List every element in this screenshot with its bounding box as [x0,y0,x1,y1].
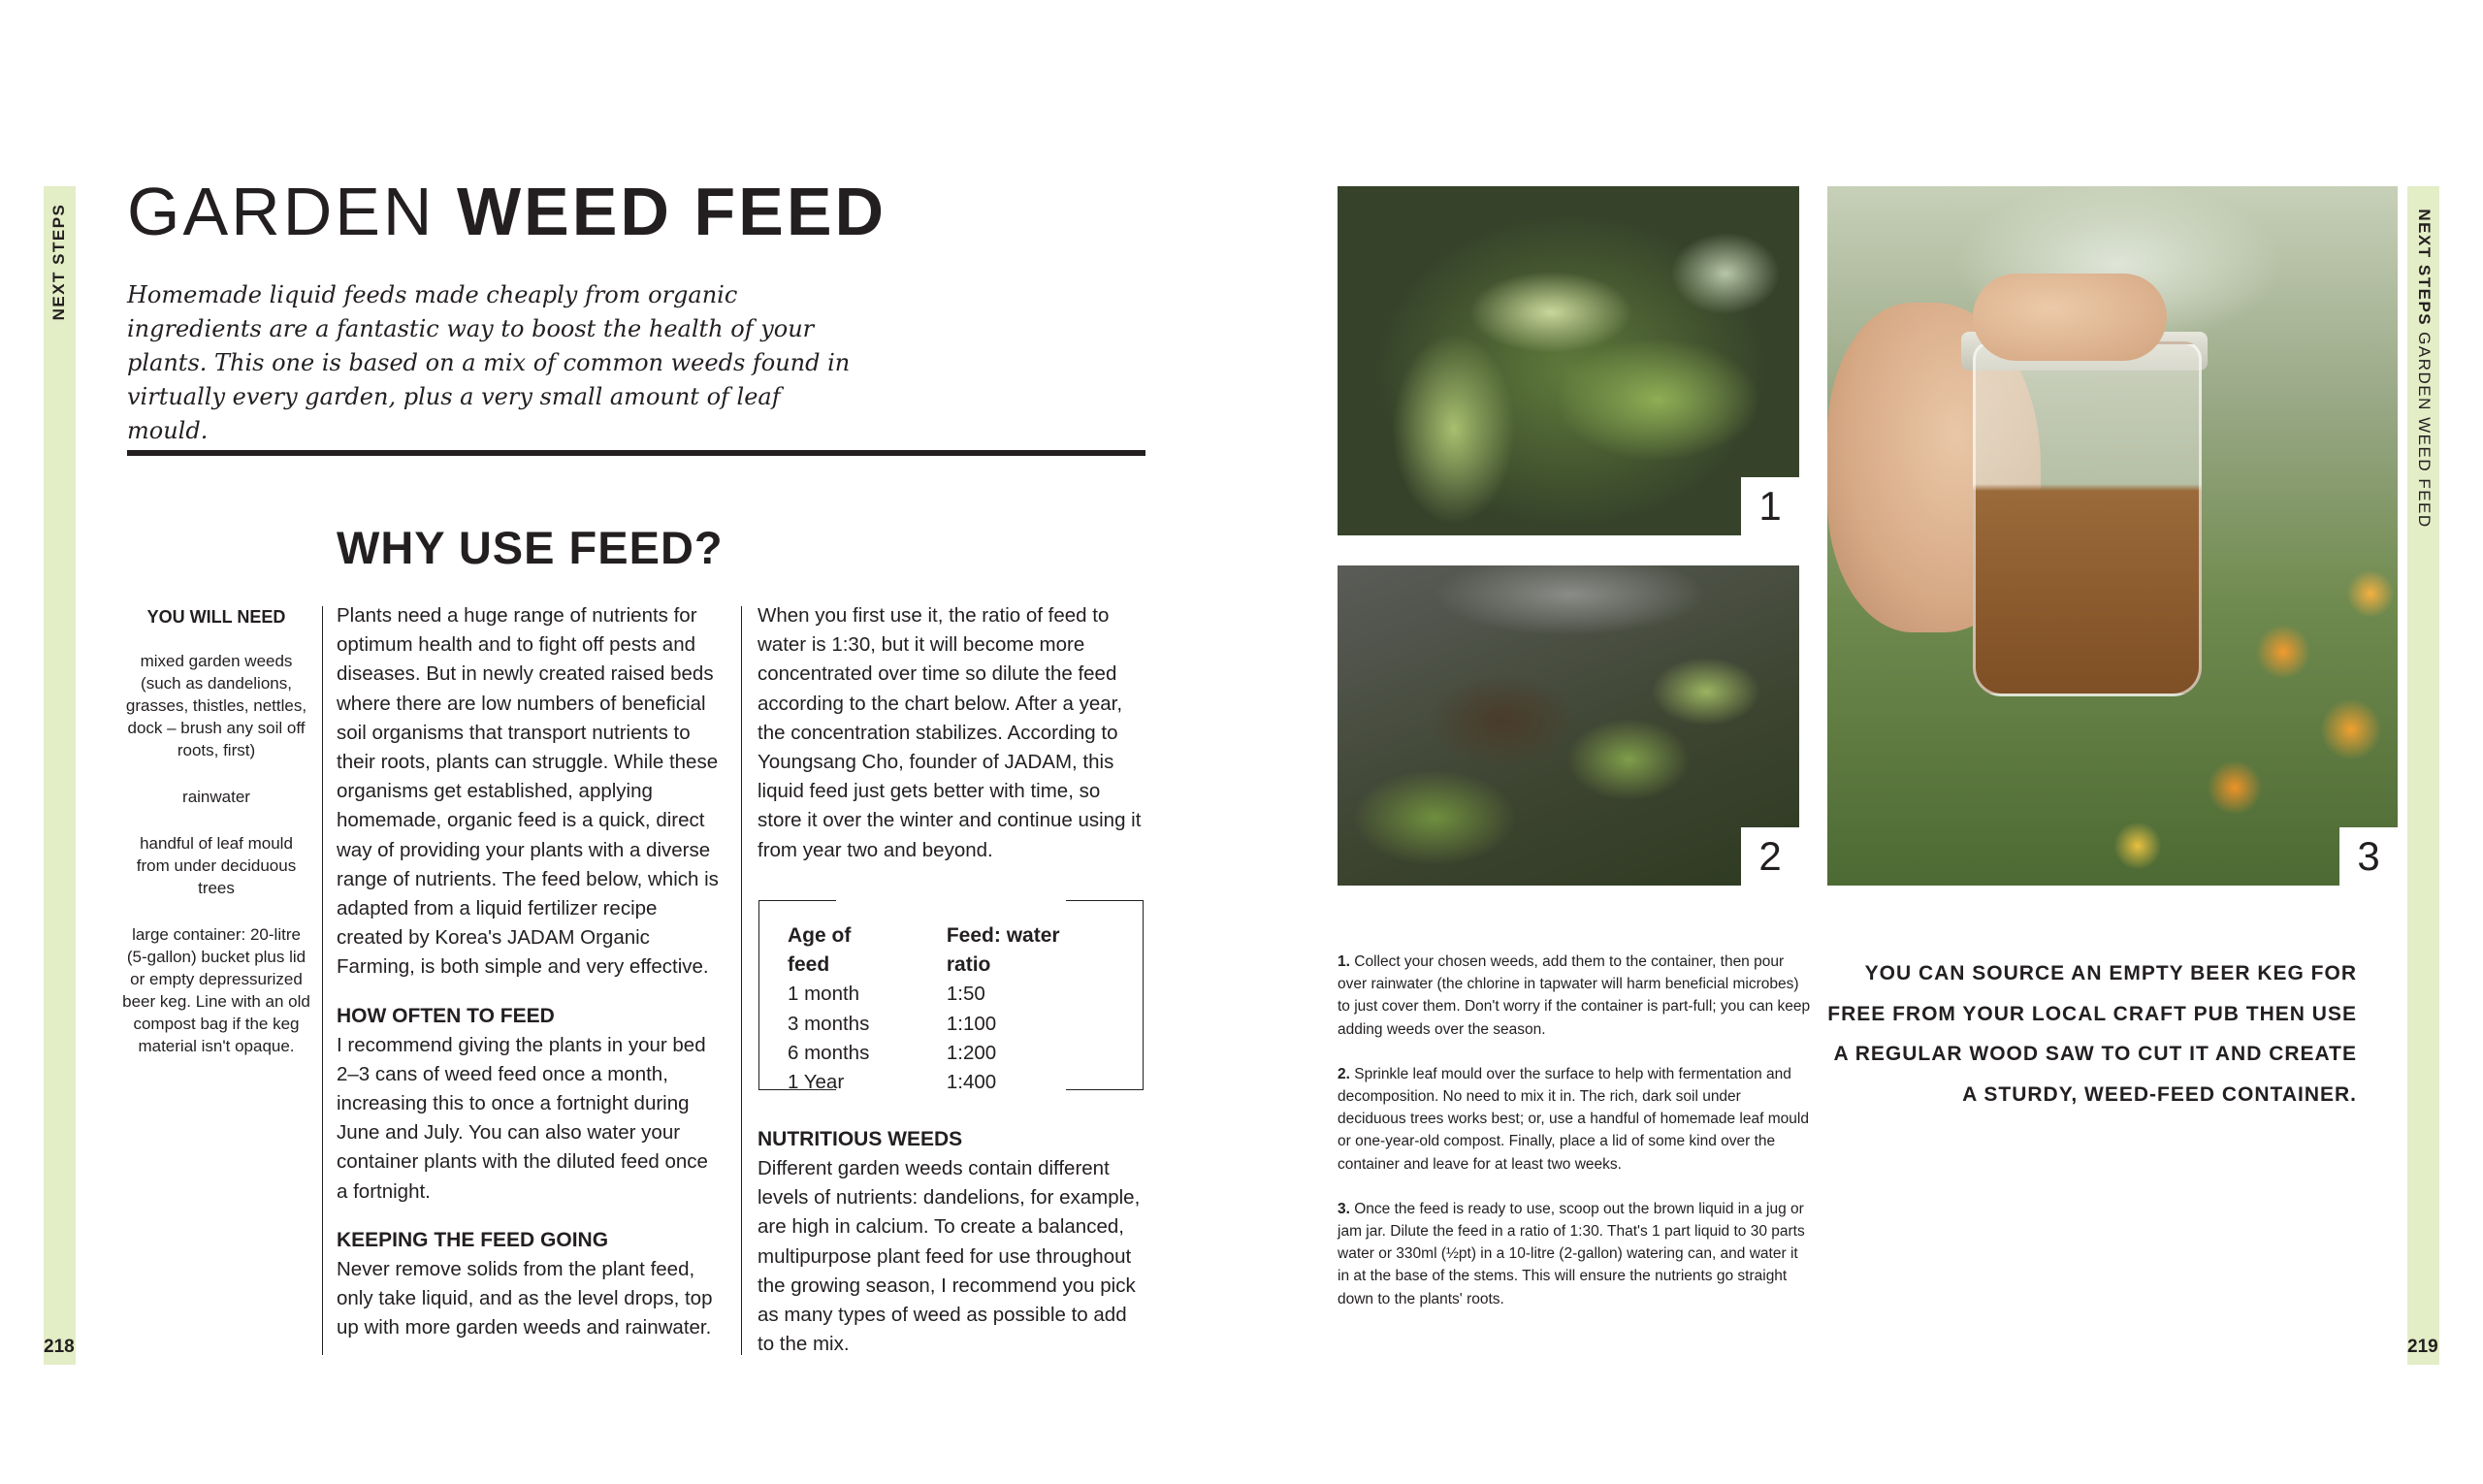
step-number: 3. [1338,1200,1350,1217]
step-caption [1338,1063,1813,1176]
step-text: Sprinkle leaf mould over the surface to help with fermentation and decomposition. No need to mix it in. The rich, dark soil under deciduous trees works best; or, use a handful of homemade leaf mould or one-year-old compost. Finally, place a lid of some kind over the container and leave for at least two weeks. [1338,1065,1809,1173]
side-tab-left-label: NEXT STEPS [49,203,68,321]
body-paragraph: Plants need a huge range of nutrients for optimum health and to fight off pests and diseases. But in newly created raised beds where there are low numbers of beneficial soil organisms that transport nutrients to their roots, plants can struggle. While these organisms get established, applying homemade, organic feed is a quick, direct way of providing your plants with a diverse range of nutrients. The feed below, which is adapted from a liquid fertilizer recipe created by Korea's JADAM Organic Farming, is both simple and very effective. [337,604,719,979]
ratio-cell: 3 months [788,1012,870,1035]
body-paragraph: Never remove solids from the plant feed, only take liquid, and as the level drops, top up with more garden weeds and rainwater. [337,1257,713,1339]
step-captions [1338,951,1813,1333]
table-row [788,1039,1144,1068]
subheading-nutritious: NUTRITIOUS WEEDS [758,1128,963,1150]
table-row [788,980,1144,1009]
title-rule [127,450,1145,456]
photo-weeds-in-water [1338,186,1799,535]
photo-jar-of-feed [1827,186,2398,886]
body-column-2-lower [758,1125,1145,1359]
column-divider [322,606,323,1355]
body-column-1 [337,601,725,1342]
side-tab-right-label [2414,209,2434,528]
body-paragraph: When you first use it, the ratio of feed to water is 1:30, but it will become more concentrated over time so dilute the feed according to the chart below. After a year, the concentration stabilizes. According to Youngsang Cho, founder of JADAM, this liquid feed just gets better with time, so store it over the winter and continue using it from year two and beyond. [758,604,1142,861]
pull-quote: YOU CAN SOURCE AN EMPTY BEER KEG FOR FREE FROM YOUR LOCAL CRAFT PUB THEN USE A REGULAR WOOD SAW TO CUT IT AND CREATE A STURDY, WEED-FEED CONTAINER. [1827,962,2357,1106]
page-title [127,174,887,249]
ratio-header: Age of feed [788,924,852,977]
section-heading: WHY USE FEED? [337,522,724,573]
body-column-2 [758,601,1145,865]
need-item: rainwater [182,788,250,806]
ratio-cell: 6 months [788,1041,870,1064]
intro-text: Homemade liquid feeds made cheaply from organic ingredients are a fantastic way to boost the health of your plants. This one is based on a mix of common weeds found in virtually every garden, plus a very small amount of leaf mould. [127,281,851,444]
table-row [788,1010,1144,1039]
column-divider [741,606,742,1355]
need-item: large container: 20-litre (5-gallon) bucket plus lid or empty depressurized beer keg. Line with an old compost bag if the keg material isn't opaque. [122,925,310,1055]
body-paragraph: Different garden weeds contain different levels of nutrients: dandelions, for example, are high in calcium. To create a balanced, multipurpose plant feed for use throughout the growing season, I recommend you pick as many types of weed as possible to add to the mix. [758,1157,1141,1356]
jar-shape [1973,341,2202,696]
subheading-keeping: KEEPING THE FEED GOING [337,1228,609,1251]
step-text: Once the feed is ready to use, scoop out the brown liquid in a jug or jam jar. Dilute the feed in a ratio of 1:30. That's 1 part liquid to 30 parts water or 330ml (½pt) in a 10-litre (2-gallon) watering can, and water it in at the base of the stems. This will ensure the nutrients go straight down to the plants' roots. [1338,1200,1805,1307]
photo-leaf-mould [1338,565,1799,886]
ratio-table-box [758,900,1144,1094]
ratio-cell: 1 month [788,983,860,1006]
ratio-table [788,921,1144,1097]
photo-number: 3 [2339,827,2398,886]
title-light: GARDEN [127,174,435,249]
you-will-need-title: YOU WILL NEED [146,607,286,627]
ratio-header: Feed: water ratio [946,924,1060,977]
title-bold: WEED FEED [456,174,887,249]
need-item: handful of leaf mould from under deciduous trees [136,834,297,897]
thumb-shape [1973,274,2167,361]
ratio-cell: 1:100 [946,1012,997,1035]
page-number-left: 218 [44,1337,75,1357]
step-caption [1338,951,1813,1041]
photo-number: 2 [1741,827,1799,886]
side-tab-left [44,186,76,1365]
ratio-cell: 1:200 [946,1041,997,1064]
step-number: 1. [1338,953,1350,970]
step-text: Collect your chosen weeds, add them to the container, then pour over rainwater (the chlorine in tapwater will harm beneficial microbes) to just cover them. Don't worry if the container is part-full; you can keep adding weeds over the season. [1338,953,1811,1038]
subheading-how-often: HOW OFTEN TO FEED [337,1004,555,1027]
step-caption [1338,1198,1813,1310]
body-paragraph: I recommend giving the plants in your bed 2–3 cans of weed feed once a month, increasing this to once a fortnight during June and July. You can also water your container plants with the diluted feed once a fortnight. [337,1033,708,1203]
ratio-cell: 1 Year [788,1071,845,1094]
page-number-right: 219 [2407,1337,2438,1357]
you-will-need [122,606,310,1081]
side-tab-right-bold: NEXT STEPS [2415,209,2434,327]
need-item: mixed garden weeds (such as dandelions, grasses, thistles, nettles, dock – brush any soil off roots, first) [125,652,307,759]
ratio-cell: 1:50 [946,983,985,1006]
table-row [788,1068,1144,1097]
step-number: 2. [1338,1065,1350,1082]
side-tab-right-rest: GARDEN WEED FEED [2415,332,2434,529]
photo-number: 1 [1741,477,1799,535]
ratio-cell: 1:400 [946,1071,997,1094]
